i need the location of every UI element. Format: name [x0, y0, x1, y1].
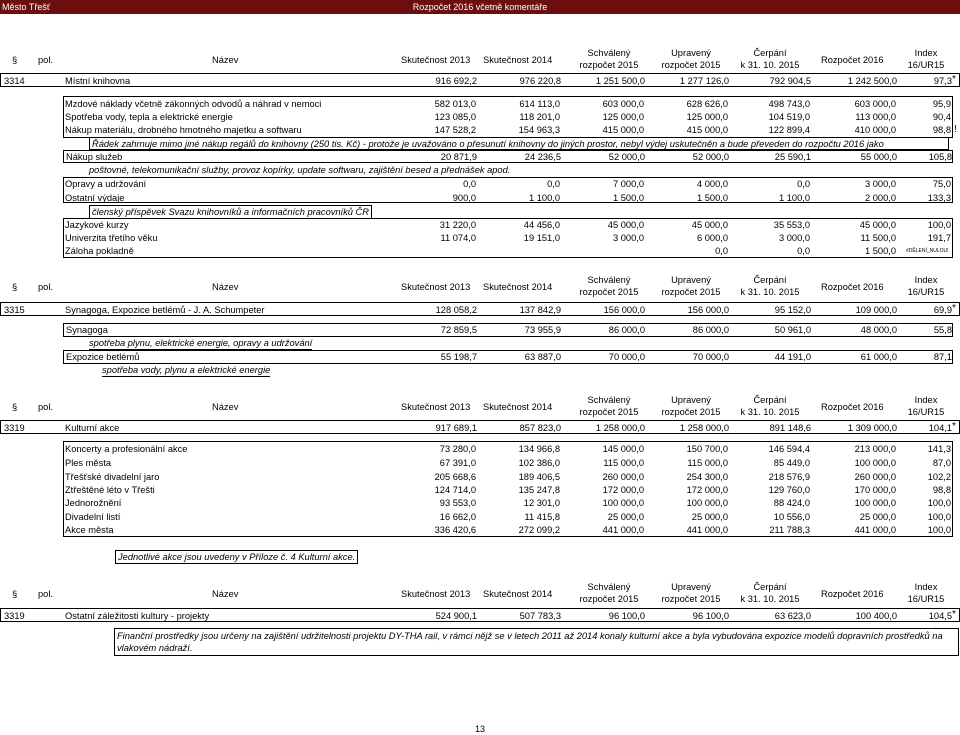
header-rozpocet-2016: Rozpočet 2016	[821, 55, 884, 65]
value-rozpocet-2016: 100 000,0	[854, 458, 896, 468]
value-rozpocet-2016: 1 500,0	[864, 246, 896, 256]
row-name: Jazykové kurzy	[65, 220, 129, 230]
value-upraveny: 115 000,0	[687, 458, 728, 468]
section-row	[0, 302, 960, 316]
value-rozpocet-2016: 603 000,0	[854, 99, 896, 109]
section-name: Místní knihovna	[65, 76, 131, 86]
value-index: 90,4	[932, 112, 951, 122]
value-upraveny: 172 000,0	[686, 485, 728, 495]
table-row	[63, 323, 953, 337]
value-sk2014: 12 301,0	[523, 498, 560, 508]
header-schvaleny: Schválený rozpočet 2015	[579, 48, 639, 70]
value-index: 69,9	[933, 305, 952, 315]
header-section-sign: §	[12, 55, 18, 65]
table-row	[63, 110, 953, 124]
row-name: Nákup služeb	[66, 152, 123, 162]
value-schvaleny: 172 000,0	[602, 485, 644, 495]
header-upraveny: Upravený rozpočet 2015	[661, 582, 721, 604]
row-name: Expozice betlémů	[66, 352, 140, 362]
value-upraveny: 52 000,0	[692, 152, 729, 162]
header-cerpani: Čerpání k 31. 10. 2015	[740, 275, 800, 297]
value-sk2013: 128 058,2	[435, 305, 477, 315]
value-cerpani: 10 556,0	[773, 512, 810, 522]
value-sk2014: 137 842,9	[519, 305, 561, 315]
error-value: #DĚLENÍ_NULOU!	[906, 248, 949, 254]
value-index: 105,8	[928, 152, 952, 162]
value-rozpocet-2016: 55 000,0	[860, 152, 897, 162]
value-index: 100,0	[927, 512, 951, 522]
header-cerpani: Čerpání k 31. 10. 2015	[740, 48, 800, 70]
header-section-sign: §	[12, 402, 18, 412]
value-cerpani: 0,0	[797, 246, 810, 256]
page-number: 13	[474, 724, 485, 734]
table-row	[63, 442, 953, 456]
value-upraveny: 415 000,0	[686, 125, 728, 135]
value-index: 97,3	[933, 76, 952, 86]
value-index: 104,1	[928, 423, 952, 433]
value-sk2014: 507 783,3	[519, 611, 561, 621]
value-sk2013: 205 668,6	[434, 472, 476, 482]
value-rozpocet-2016: 213 000,0	[854, 444, 896, 454]
value-upraveny: 4 000,0	[696, 179, 728, 189]
header-pol: pol.	[38, 282, 53, 292]
value-rozpocet-2016: 441 000,0	[854, 525, 896, 535]
value-cerpani: 35 553,0	[773, 220, 810, 230]
row-name: Ples města	[65, 458, 111, 468]
header-sk2014: Skutečnost 2014	[483, 589, 553, 599]
value-cerpani: 891 148,6	[769, 423, 811, 433]
value-upraveny: 441 000,0	[686, 525, 728, 535]
value-cerpani: 0,0	[797, 179, 810, 189]
value-sk2014: 272 099,2	[518, 525, 560, 535]
table-row	[63, 191, 953, 205]
row-name: Spotřeba vody, tepla a elektrické energie	[65, 112, 233, 122]
row-name: Ostatní výdaje	[65, 193, 125, 203]
value-upraveny: 25 000,0	[691, 512, 728, 522]
row-name: Jednorožnění	[65, 498, 122, 508]
value-schvaleny: 3 000,0	[612, 233, 644, 243]
table-row	[63, 483, 953, 497]
header-index: Index 16/UR15	[907, 582, 945, 604]
header-pol: pol.	[38, 55, 53, 65]
value-schvaleny: 603 000,0	[602, 99, 644, 109]
value-schvaleny: 156 000,0	[603, 305, 645, 315]
header-index: Index 16/UR15	[907, 275, 945, 297]
value-sk2013: 582 013,0	[434, 99, 476, 109]
table-row	[63, 456, 953, 470]
value-upraveny: 628 626,0	[686, 99, 728, 109]
header-nazev: Název	[212, 55, 239, 65]
section-name: Synagoga, Expozice betlémů - J. A. Schumpeter	[65, 305, 265, 315]
row-name: Ztřeštěné léto v Třešti	[65, 485, 155, 495]
header-cerpani: Čerpání k 31. 10. 2015	[740, 582, 800, 604]
value-index: 98,8	[932, 125, 951, 135]
table-row	[63, 123, 953, 137]
value-sk2014: 11 415,8	[524, 512, 560, 522]
value-cerpani: 25 590,1	[774, 152, 811, 162]
value-index: 104,5	[928, 611, 952, 621]
value-sk2014: 102 386,0	[518, 458, 560, 468]
header-rozpocet-2016: Rozpočet 2016	[821, 402, 884, 412]
value-index: 100,0	[927, 525, 951, 535]
row-name: Záloha pokladně	[65, 246, 134, 256]
row-name: Synagoga	[66, 325, 108, 335]
section-code: 3319	[4, 423, 25, 433]
document-title: Rozpočet 2016 včetně komentáře	[412, 2, 548, 12]
value-index: 75,0	[932, 179, 951, 189]
value-sk2013: 72 859,5	[440, 325, 477, 335]
table-row	[63, 496, 953, 510]
value-rozpocet-2016: 109 000,0	[855, 305, 897, 315]
value-sk2014: 63 887,0	[524, 352, 561, 362]
header-index: Index 16/UR15	[907, 395, 945, 417]
value-upraveny: 86 000,0	[692, 325, 729, 335]
value-cerpani: 122 899,4	[768, 125, 810, 135]
row-name: Opravy a udržování	[65, 179, 147, 189]
header-upraveny: Upravený rozpočet 2015	[661, 48, 721, 70]
value-index: 98,8	[932, 485, 951, 495]
value-upraveny: 125 000,0	[686, 112, 728, 122]
value-sk2014: 976 220,8	[519, 76, 561, 86]
value-sk2013: 147 528,2	[434, 125, 476, 135]
value-sk2013: 31 220,0	[439, 220, 476, 230]
value-cerpani: 3 000,0	[778, 233, 810, 243]
value-index: 100,0	[927, 498, 951, 508]
value-sk2014: 154 963,3	[518, 125, 560, 135]
section-code: 3319	[4, 611, 25, 621]
star-mark: *	[952, 421, 956, 432]
header-sk2013: Skutečnost 2013	[401, 589, 471, 599]
header-pol: pol.	[38, 589, 53, 599]
value-rozpocet-2016: 170 000,0	[854, 485, 896, 495]
star-mark: *	[952, 609, 956, 620]
value-rozpocet-2016: 260 000,0	[854, 472, 896, 482]
value-rozpocet-2016: 3 000,0	[864, 179, 896, 189]
header-upraveny: Upravený rozpočet 2015	[661, 395, 721, 417]
row-name: Divadelní listí	[65, 512, 121, 522]
value-sk2014: 19 151,0	[523, 233, 560, 243]
value-schvaleny: 115 000,0	[603, 458, 644, 468]
value-sk2014: 1 100,0	[528, 193, 560, 203]
value-upraveny: 1 258 000,0	[679, 423, 729, 433]
value-sk2014: 24 236,5	[524, 152, 561, 162]
note-text: Jednotlivé akce jsou uvedeny v Příloze č. 4 Kulturní akce.	[115, 550, 358, 564]
header-nazev: Název	[212, 402, 239, 412]
value-schvaleny: 1 500,0	[612, 193, 644, 203]
value-schvaleny: 1 251 500,0	[595, 76, 645, 86]
value-cerpani: 792 904,5	[769, 76, 811, 86]
value-cerpani: 88 424,0	[773, 498, 810, 508]
value-schvaleny: 7 000,0	[612, 179, 644, 189]
value-rozpocet-2016: 11 500,0	[860, 233, 896, 243]
section-code: 3314	[4, 76, 25, 86]
value-cerpani: 50 961,0	[774, 325, 811, 335]
table-row	[63, 244, 953, 258]
header-sk2014: Skutečnost 2014	[483, 55, 553, 65]
value-sk2013: 124 714,0	[434, 485, 476, 495]
section-row	[0, 73, 960, 87]
value-index: 191,7	[927, 233, 951, 243]
value-schvaleny: 441 000,0	[602, 525, 644, 535]
table-header	[0, 47, 960, 74]
town-name: Město Třešť	[2, 2, 51, 12]
note-text: spotřeba plynu, elektrické energie, opravy a udržování	[89, 338, 313, 348]
header-schvaleny: Schválený rozpočet 2015	[579, 395, 639, 417]
value-upraveny: 1 277 126,0	[679, 76, 729, 86]
note-text: členský příspěvek Svazu knihovníků a informačních pracovníků ČR	[89, 205, 372, 219]
value-schvaleny: 415 000,0	[602, 125, 644, 135]
note-text: poštovné, telekomunikační služby, provoz kopírky, update softwaru, zajištění besed a přednášek apod.	[89, 165, 511, 175]
header-sk2013: Skutečnost 2013	[401, 55, 471, 65]
table-row	[63, 150, 953, 163]
value-rozpocet-2016: 410 000,0	[854, 125, 896, 135]
value-rozpocet-2016: 25 000,0	[859, 512, 896, 522]
value-cerpani: 44 191,0	[774, 352, 811, 362]
value-index: 55,8	[933, 325, 952, 335]
value-sk2013: 16 662,0	[439, 512, 476, 522]
value-sk2013: 73 280,0	[439, 444, 476, 454]
value-index: 87,1	[933, 352, 952, 362]
value-upraveny: 100 000,0	[686, 498, 728, 508]
header-rozpocet-2016: Rozpočet 2016	[821, 589, 884, 599]
value-upraveny: 96 100,0	[692, 611, 729, 621]
value-upraveny: 1 500,0	[696, 193, 728, 203]
row-name: Akce města	[65, 525, 114, 535]
value-schvaleny: 70 000,0	[608, 352, 645, 362]
value-sk2013: 916 692,2	[435, 76, 477, 86]
value-upraveny: 150 700,0	[686, 444, 728, 454]
value-upraveny: 45 000,0	[691, 220, 728, 230]
value-upraveny: 156 000,0	[687, 305, 729, 315]
note-text: spotřeba vody, plynu a elektrické energie	[102, 365, 271, 375]
exclamation-mark: !	[954, 124, 957, 135]
value-sk2014: 135 247,8	[518, 485, 560, 495]
value-upraveny: 70 000,0	[692, 352, 729, 362]
table-row	[63, 470, 953, 484]
value-index: 87,0	[932, 458, 951, 468]
value-sk2014: 189 406,5	[518, 472, 560, 482]
value-schvaleny: 1 258 000,0	[595, 423, 645, 433]
header-schvaleny: Schválený rozpočet 2015	[579, 582, 639, 604]
value-index: 95,9	[932, 99, 951, 109]
value-rozpocet-2016: 113 000,0	[855, 112, 896, 122]
header-sk2013: Skutečnost 2013	[401, 282, 471, 292]
value-schvaleny: 86 000,0	[608, 325, 645, 335]
value-cerpani: 146 594,4	[768, 444, 810, 454]
section-name: Kulturní akce	[65, 423, 120, 433]
section-name: Ostatní záležitosti kultury - projekty	[65, 611, 210, 621]
table-row	[63, 510, 953, 524]
header-nazev: Název	[212, 589, 239, 599]
value-schvaleny: 100 000,0	[602, 498, 644, 508]
note-text: Finanční prostředky jsou určeny na zajištění udržitelnosti projektu DY-THA rail, v rámci nějž se v letech 2011 až 2014 konaly kulturní akce a byla vybudována expozice modelů dopravních prostředků na vlakovém nádraží.	[114, 628, 959, 656]
value-sk2014: 118 201,0	[519, 112, 560, 122]
section-row	[0, 608, 960, 622]
value-schvaleny: 52 000,0	[608, 152, 645, 162]
header-schvaleny: Schválený rozpočet 2015	[579, 275, 639, 297]
value-sk2013: 0,0	[463, 179, 476, 189]
header-pol: pol.	[38, 402, 53, 412]
value-schvaleny: 260 000,0	[602, 472, 644, 482]
section-row	[0, 420, 960, 434]
row-name: Nákup materiálu, drobného hmotného majetku a softwaru	[65, 125, 302, 135]
value-index: 133,3	[927, 193, 951, 203]
value-schvaleny: 96 100,0	[608, 611, 645, 621]
value-index: 100,0	[927, 220, 951, 230]
star-mark: *	[952, 303, 956, 314]
value-schvaleny: 125 000,0	[602, 112, 644, 122]
row-name: Koncerty a profesionální akce	[65, 444, 188, 454]
value-sk2014: 44 456,0	[523, 220, 560, 230]
value-index: 141,3	[927, 444, 951, 454]
value-rozpocet-2016: 100 000,0	[854, 498, 896, 508]
value-rozpocet-2016: 45 000,0	[859, 220, 896, 230]
header-rozpocet-2016: Rozpočet 2016	[821, 282, 884, 292]
value-index: 102,2	[927, 472, 951, 482]
table-row	[63, 523, 953, 537]
value-rozpocet-2016: 2 000,0	[864, 193, 896, 203]
table-header	[0, 274, 960, 301]
value-schvaleny: 25 000,0	[607, 512, 644, 522]
value-sk2014: 614 113,0	[519, 99, 560, 109]
value-sk2013: 123 085,0	[434, 112, 476, 122]
value-upraveny: 0,0	[715, 246, 728, 256]
table-row	[63, 97, 953, 111]
value-cerpani: 1 100,0	[778, 193, 810, 203]
value-sk2014: 0,0	[547, 179, 560, 189]
header-sk2013: Skutečnost 2013	[401, 402, 471, 412]
header-sk2014: Skutečnost 2014	[483, 402, 553, 412]
value-sk2013: 20 871,9	[440, 152, 477, 162]
value-cerpani: 211 788,3	[769, 525, 810, 535]
table-row	[63, 350, 953, 364]
value-cerpani: 95 152,0	[774, 305, 811, 315]
header-nazev: Název	[212, 282, 239, 292]
table-row	[63, 231, 953, 245]
value-sk2014: 134 966,8	[518, 444, 560, 454]
value-rozpocet-2016: 1 309 000,0	[847, 423, 897, 433]
value-schvaleny: 145 000,0	[602, 444, 644, 454]
value-sk2014: 857 823,0	[519, 423, 561, 433]
note-text: Řádek zahrnuje mimo jiné nákup regálů do knihovny (250 tis. Kč) - protože je uvažováno o přesunutí knihovny do jiných prostor, nebyl výdej uskutečněn a bude převeden do rozpočtu 2016 jako	[89, 137, 949, 150]
header-upraveny: Upravený rozpočet 2015	[661, 275, 721, 297]
value-cerpani: 104 519,0	[768, 112, 810, 122]
value-rozpocet-2016: 48 000,0	[860, 325, 897, 335]
value-cerpani: 63 623,0	[774, 611, 811, 621]
value-sk2013: 93 553,0	[439, 498, 476, 508]
value-cerpani: 85 449,0	[773, 458, 810, 468]
header-section-sign: §	[12, 282, 18, 292]
value-cerpani: 218 576,9	[768, 472, 810, 482]
row-name: Třešťské divadelní jaro	[65, 472, 160, 482]
value-rozpocet-2016: 1 242 500,0	[847, 76, 897, 86]
header-sk2014: Skutečnost 2014	[483, 282, 553, 292]
value-upraveny: 254 300,0	[686, 472, 728, 482]
table-row	[63, 177, 953, 191]
value-sk2013: 11 074,0	[440, 233, 476, 243]
value-upraveny: 6 000,0	[696, 233, 728, 243]
value-cerpani: 129 760,0	[768, 485, 810, 495]
table-header	[0, 394, 960, 421]
value-sk2013: 900,0	[452, 193, 476, 203]
section-code: 3315	[4, 305, 25, 315]
value-sk2013: 336 420,6	[434, 525, 476, 535]
value-schvaleny: 45 000,0	[607, 220, 644, 230]
value-sk2013: 524 900,1	[435, 611, 477, 621]
table-row	[63, 218, 953, 232]
header-index: Index 16/UR15	[907, 48, 945, 70]
value-sk2014: 73 955,9	[524, 325, 561, 335]
value-rozpocet-2016: 100 400,0	[855, 611, 897, 621]
value-sk2013: 67 391,0	[439, 458, 476, 468]
star-mark: *	[952, 74, 956, 85]
row-name: Mzdové náklady včetně zákonných odvodů a náhrad v nemoci	[65, 99, 322, 109]
top-bar	[0, 0, 960, 14]
row-name: Univerzita třetího věku	[65, 233, 158, 243]
table-header	[0, 581, 960, 608]
header-cerpani: Čerpání k 31. 10. 2015	[740, 395, 800, 417]
value-sk2013: 917 689,1	[435, 423, 477, 433]
value-cerpani: 498 743,0	[768, 99, 810, 109]
value-rozpocet-2016: 61 000,0	[860, 352, 897, 362]
value-sk2013: 55 198,7	[440, 352, 477, 362]
header-section-sign: §	[12, 589, 18, 599]
